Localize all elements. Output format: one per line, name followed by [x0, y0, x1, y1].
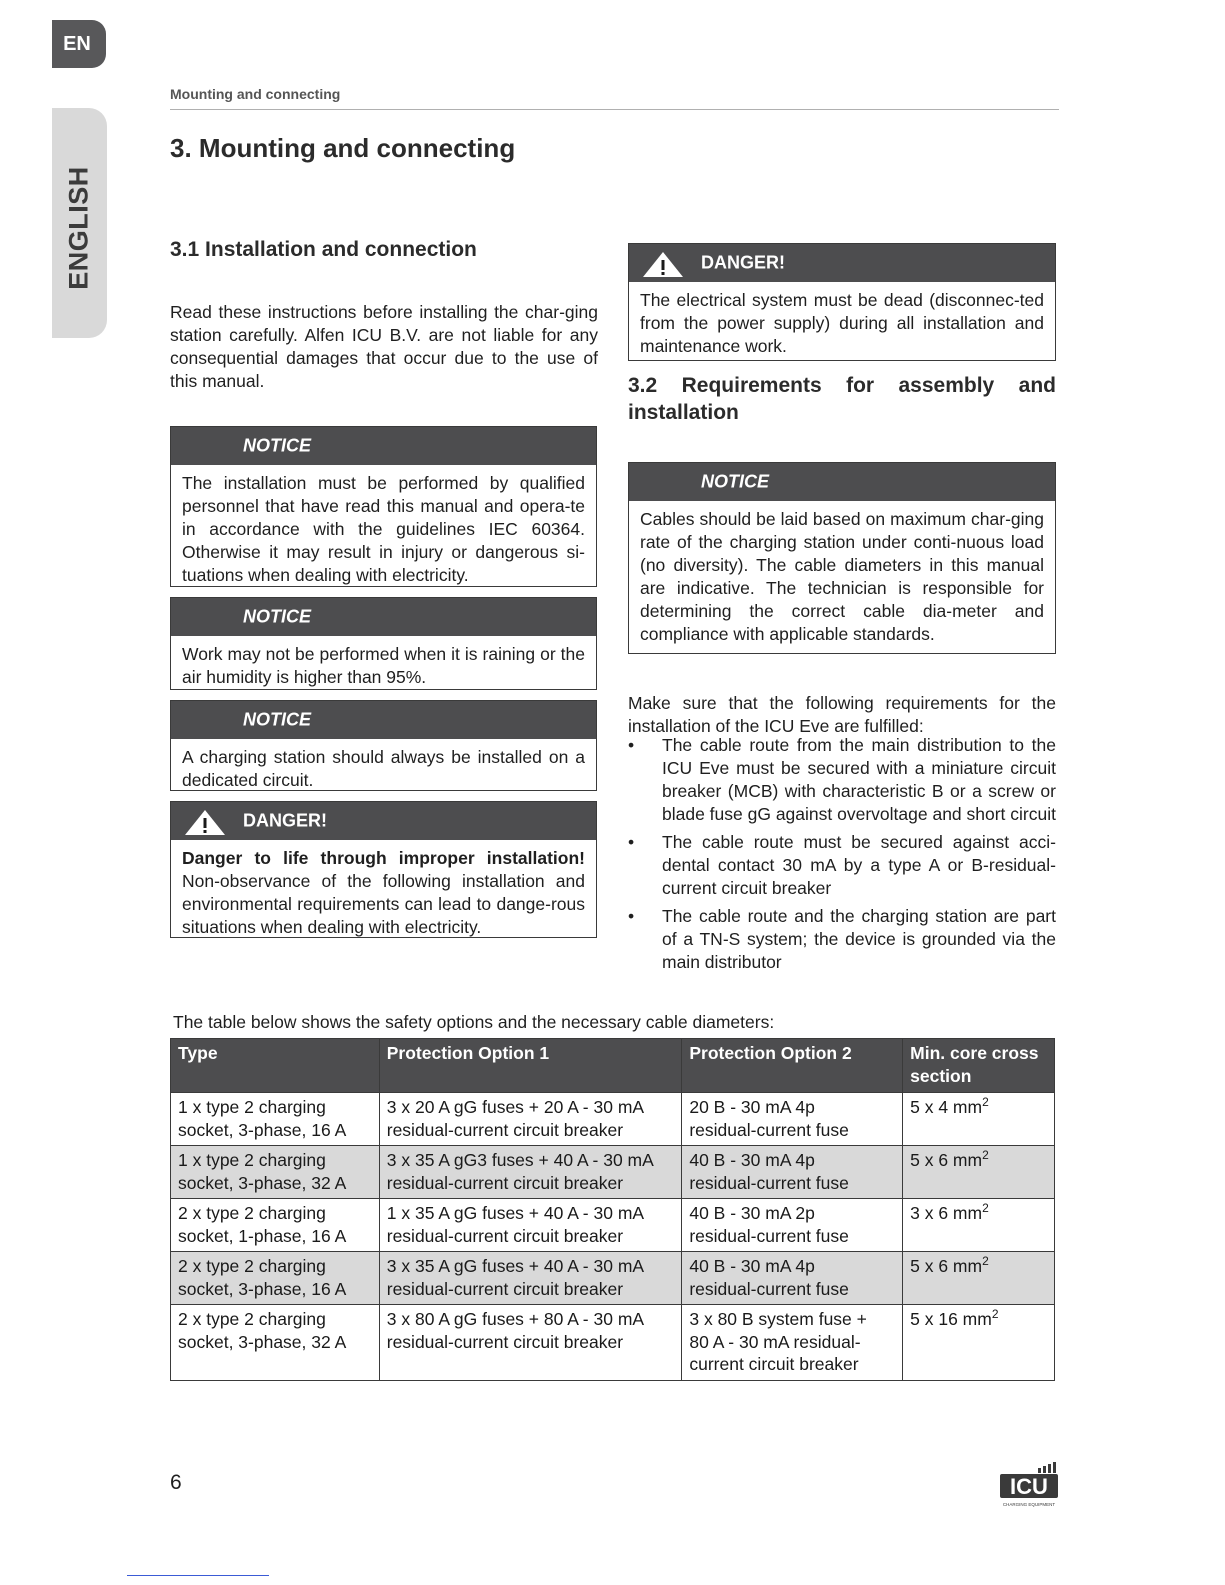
warning-triangle-icon	[183, 808, 227, 836]
requirement-text: The cable route must be secured against acci-dental contact 30 mA by a type A or B-residual-current circuit breaker	[662, 832, 1056, 898]
notice-box-cable-sizing	[628, 462, 1056, 654]
cell-type: 2 x type 2 charging socket, 3-phase, 16 A	[171, 1252, 380, 1305]
notice-heading: NOTICE	[243, 606, 312, 627]
notice-header	[171, 701, 596, 739]
table-caption: The table below shows the safety options and the necessary cable diameters:	[173, 1012, 775, 1032]
icu-logo-icon	[998, 1462, 1060, 1512]
cell-cross-section: 3 x 6 $mm^2$	[903, 1199, 1055, 1252]
cell-option-2: 40 B - 30 mA 4p residual-current fuse	[682, 1252, 903, 1305]
warning-triangle-icon	[641, 250, 685, 278]
danger-heading: DANGER!	[243, 810, 327, 831]
language-side-tab	[52, 108, 107, 338]
cell-option-2: 20 B - 30 mA 4p residual-current fuse	[682, 1093, 903, 1146]
danger-header	[629, 244, 1055, 282]
notice-header	[171, 427, 596, 465]
column-header-type: Type	[171, 1039, 380, 1093]
notice-heading: NOTICE	[701, 471, 770, 492]
table-header-row	[171, 1039, 1055, 1093]
svg-text:ICU: ICU	[1010, 1474, 1048, 1499]
cell-type: 1 x type 2 charging socket, 3-phase, 32 A	[171, 1146, 380, 1199]
notice-heading: NOTICE	[243, 435, 312, 456]
danger-box-system-dead	[628, 243, 1056, 361]
bullet: •	[628, 735, 635, 755]
danger-body-text: Non-observance of the following installation and environmental requirements can lead to dange-rous situations when dealing with electricity.	[182, 871, 585, 937]
cell-cross-section: 5 x 4 $mm^2$	[903, 1093, 1055, 1146]
table-row	[171, 1093, 1055, 1146]
notice-heading: NOTICE	[243, 709, 312, 730]
notice-header	[171, 598, 596, 636]
section-3-1-intro: Read these instructions before installing the char-ging station carefully. Alfen ICU B.V. are not liable for any consequential damages that occur due to the use of this manual.	[170, 302, 598, 391]
list-item	[628, 831, 1056, 900]
chapter-title: 3. Mounting and connecting	[170, 133, 516, 163]
cell-option-2: 40 B - 30 mA 2p residual-current fuse	[682, 1199, 903, 1252]
notice-header	[629, 463, 1055, 501]
cell-option-1: 3 x 35 A gG fuses + 40 A - 30 mA residual-current circuit breaker	[379, 1252, 682, 1305]
column-header-cross-section: Min. core cross section	[903, 1039, 1055, 1093]
language-badge: EN	[52, 20, 106, 68]
notice-box-dedicated-circuit	[170, 700, 597, 791]
header-rule	[170, 109, 1059, 110]
list-item	[628, 905, 1056, 974]
danger-heading: DANGER!	[701, 252, 785, 273]
requirement-text: The cable route from the main distribution to the ICU Eve must be secured with a miniature circuit breaker (MCB) with characteristic B or a screw or blade fuse gG against overvoltage and short circuit	[662, 735, 1056, 824]
bottom-link-underline	[127, 1575, 269, 1576]
cell-cross-section: 5 x 6 $mm^2$	[903, 1146, 1055, 1199]
cell-option-1: 3 x 20 A gG fuses + 20 A - 30 mA residual-current circuit breaker	[379, 1093, 682, 1146]
cell-option-2: 40 B - 30 mA 4p residual-current fuse	[682, 1146, 903, 1199]
notice-text: The installation must be performed by qualified personnel that have read this manual and opera-te in accordance with the guidelines IEC 60364. Otherwise it may result in injury or dangerous si-tuations when dealing with electricity.	[182, 473, 585, 585]
notice-text: A charging station should always be installed on a dedicated circuit.	[182, 747, 585, 790]
cell-option-1: 1 x 35 A gG fuses + 40 A - 30 mA residual-current circuit breaker	[379, 1199, 682, 1252]
table-row	[171, 1199, 1055, 1252]
protection-table	[170, 1038, 1055, 1381]
notice-text: Cables should be laid based on maximum char-ging rate of the charging station under conti-nuous load (no diversity). The cable diameters in this manual are indicative. The technician is responsible for determining the correct cable dia-meter and compliance with applicable standards.	[640, 509, 1044, 644]
cell-option-2: 3 x 80 B system fuse + 80 A - 30 mA residual- current circuit breaker	[682, 1305, 903, 1381]
language-side-tab-label: ENGLISH	[63, 166, 94, 290]
danger-text	[171, 840, 596, 943]
requirement-text: The cable route and the charging station are part of a TN-S system; the device is grounded via the main distributor	[662, 906, 1056, 972]
table-row	[171, 1146, 1055, 1199]
list-item	[628, 734, 1056, 826]
danger-box-improper-installation	[170, 801, 597, 938]
requirements-intro: Make sure that the following requirements for the installation of the ICU Eve are fulfilled:	[628, 693, 1056, 736]
table-row	[171, 1252, 1055, 1305]
cell-type: 2 x type 2 charging socket, 3-phase, 32 A	[171, 1305, 380, 1381]
running-head: Mounting and connecting	[170, 86, 341, 102]
notice-text: Work may not be performed when it is raining or the air humidity is higher than 95%.	[182, 644, 585, 687]
cell-type: 1 x type 2 charging socket, 3-phase, 16 A	[171, 1093, 380, 1146]
page-number: 6	[170, 1471, 182, 1494]
cell-type: 2 x type 2 charging socket, 1-phase, 16 A	[171, 1199, 380, 1252]
notice-box-qualified-personnel	[170, 426, 597, 587]
column-header-option-1: Protection Option 1	[379, 1039, 682, 1093]
danger-header	[171, 802, 596, 840]
table-row	[171, 1305, 1055, 1381]
cell-cross-section: 5 x 16 $mm^2$	[903, 1305, 1055, 1381]
cell-option-1: 3 x 80 A gG fuses + 80 A - 30 mA residual-current circuit breaker	[379, 1305, 682, 1381]
column-header-option-2: Protection Option 2	[682, 1039, 903, 1093]
section-3-2-title: 3.2 Requirements for assembly and installation	[628, 374, 1056, 424]
danger-text: The electrical system must be dead (disconnec-ted from the power supply) during all installation and maintenance work.	[640, 290, 1044, 356]
requirements-list	[628, 734, 1056, 979]
notice-box-weather	[170, 597, 597, 690]
cell-option-1: 3 x 35 A gG3 fuses + 40 A - 30 mA residual-current circuit breaker	[379, 1146, 682, 1199]
section-3-1-title: 3.1 Installation and connection	[170, 238, 477, 261]
cell-cross-section: 5 x 6 $mm^2$	[903, 1252, 1055, 1305]
bullet: •	[628, 832, 635, 852]
danger-bold-text: Danger to life through improper installation!	[182, 848, 585, 868]
svg-text:CHARGING EQUIPMENT: CHARGING EQUIPMENT	[1002, 1502, 1056, 1507]
bullet: •	[628, 906, 635, 926]
